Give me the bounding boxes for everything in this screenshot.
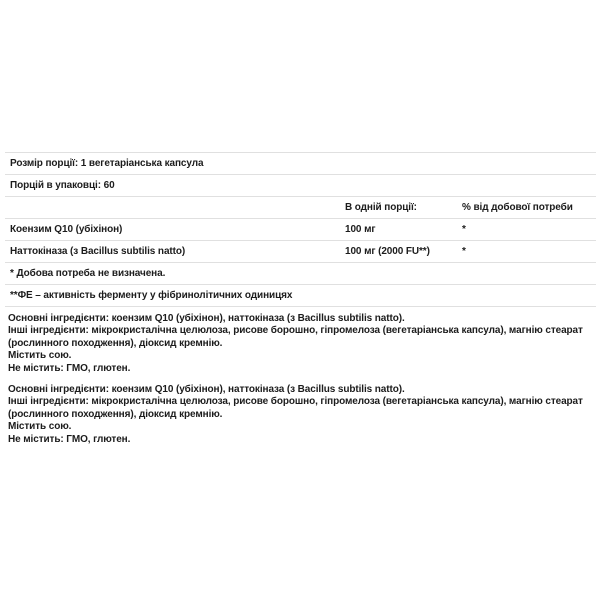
nutrient-name: Коензим Q10 (убіхінон) — [10, 224, 123, 235]
nutrient-name: Наттокіназа (з Bacillus subtilis natto) — [10, 246, 186, 257]
amount-column-header: В одній порції: — [345, 202, 417, 213]
footnote-row-daily-value — [5, 263, 596, 285]
nutrient-amount: 100 мг — [345, 224, 376, 235]
does-not-contain-text: Не містить: ГМО, глютен. — [8, 433, 131, 445]
footnote-fu-units-text: **ФЕ – активність ферменту у фібринолітичних одиницях — [10, 290, 293, 301]
other-ingredients-text: Інші інгредієнти: мікрокристалічна целюлоза, рисове борошно, гіпромелоза (вегетаріанська капсула), магнію стеарат (рослинного походження), діоксид кремнію. — [8, 325, 583, 349]
nutrient-row-nattokinase — [5, 241, 596, 263]
column-header-row — [5, 197, 596, 219]
other-ingredients-text: Інші інгредієнти: мікрокристалічна целюлоза, рисове борошно, гіпромелоза (вегетаріанська капсула), магнію стеарат (рослинного походження), діоксид кремнію. — [8, 396, 583, 420]
ingredients-description-block-1 — [8, 313, 594, 375]
contains-text: Містить сою. — [8, 350, 72, 362]
footnote-daily-value-text: * Добова потреба не визначена. — [10, 268, 166, 279]
does-not-contain-text: Не містить: ГМО, глютен. — [8, 362, 131, 374]
daily-value-column-header: % від добової потреби — [462, 202, 573, 213]
servings-per-container-row — [5, 175, 596, 197]
main-ingredients-text: Основні інгредієнти: коензим Q10 (убіхінон), наттокіназа (з Bacillus subtilis natto). — [8, 313, 405, 324]
contains-text: Містить сою. — [8, 421, 72, 433]
nutrient-daily-value: * — [462, 224, 466, 235]
nutrient-row-coq10 — [5, 219, 596, 241]
nutrient-amount: 100 мг (2000 FU**) — [345, 246, 430, 257]
footnote-row-fu-units — [5, 285, 596, 307]
serving-size-row — [5, 153, 596, 175]
supplement-facts-table — [5, 152, 596, 307]
ingredients-description-block-2 — [8, 384, 594, 446]
nutrient-daily-value: * — [462, 246, 466, 257]
main-ingredients-text: Основні інгредієнти: коензим Q10 (убіхінон), наттокіназа (з Bacillus subtilis natto). — [8, 384, 405, 395]
serving-size-text: Розмір порції: 1 вегетаріанська капсула — [10, 158, 204, 169]
servings-per-container-text: Порцій в упаковці: 60 — [10, 180, 115, 191]
